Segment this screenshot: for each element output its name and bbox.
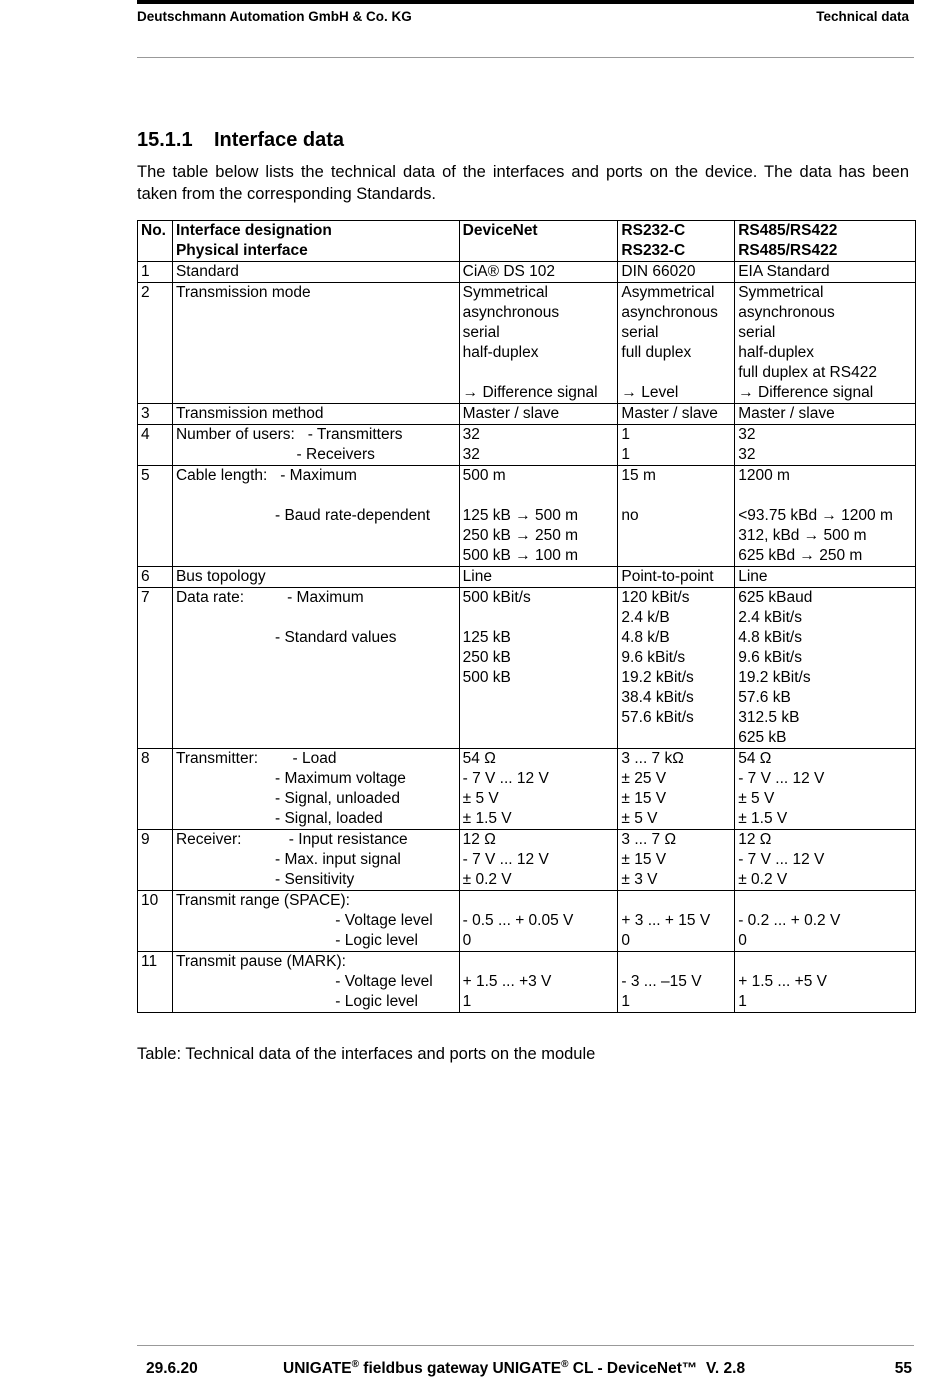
cell-rs232-line: 120 kBit/s <box>621 589 690 606</box>
header-rs232-line-1: RS232-C <box>621 222 686 239</box>
cell-rs485-line: 625 kBaud <box>738 589 813 606</box>
cell-label <box>172 283 459 404</box>
row-number: 5 <box>138 466 173 567</box>
table-row <box>138 891 916 952</box>
cell-rs485-line: 9.6 kBit/s <box>738 649 802 666</box>
cell-devicenet-line: 54 Ω <box>462 750 496 767</box>
cell-rs232-line: 38.4 kBit/s <box>621 689 694 706</box>
footer-divider <box>137 1345 914 1346</box>
cell-label <box>172 567 459 588</box>
cell-label-line: Data rate: - Maximum <box>175 589 364 606</box>
cell-rs232-line: 9.6 kBit/s <box>621 649 686 666</box>
cell-devicenet-line: → Difference signal <box>462 384 598 401</box>
cell-rs232-line: - 3 ... –15 V <box>621 973 702 990</box>
header-rs485-line-1: RS485/RS422 <box>738 222 838 239</box>
cell-rs485-line: 625 kB <box>738 729 787 746</box>
cell-rs485 <box>735 404 916 425</box>
section-number: 15.1.1 <box>137 129 193 151</box>
cell-rs485-line: 2.4 kBit/s <box>738 609 802 626</box>
cell-devicenet <box>459 283 618 404</box>
intro-paragraph: The table below lists the technical data of the interfaces and ports on the device. The data has been taken from the corresponding Standards. <box>137 163 909 203</box>
cell-label <box>172 830 459 891</box>
footer-page-number: 55 <box>894 1360 912 1377</box>
header-rs232 <box>618 221 735 262</box>
cell-rs232 <box>618 466 735 567</box>
cell-rs232 <box>618 567 735 588</box>
cell-rs232-line: 0 <box>621 932 631 949</box>
cell-rs485-line <box>738 891 912 911</box>
cell-rs232 <box>618 425 735 466</box>
cell-rs485-line: 32 <box>738 446 756 463</box>
header-designation-line-2: Physical interface <box>175 242 308 259</box>
cell-label-line: Standard <box>175 263 239 280</box>
table-row <box>138 830 916 891</box>
cell-rs232 <box>618 891 735 952</box>
cell-devicenet-line: - 7 V ... 12 V <box>462 851 549 868</box>
cell-rs232-line: ± 5 V <box>621 810 658 827</box>
cell-rs485 <box>735 425 916 466</box>
cell-rs485-line: 312.5 kB <box>738 709 800 726</box>
cell-devicenet-line: 500 kB <box>462 669 511 686</box>
cell-label <box>172 466 459 567</box>
cell-rs232-line: 1 <box>621 446 631 463</box>
cell-rs485 <box>735 567 916 588</box>
cell-devicenet-line: 32 <box>462 446 480 463</box>
cell-rs485-line: Line <box>738 568 768 585</box>
table-header-row <box>138 221 916 262</box>
cell-devicenet-line: ± 0.2 V <box>462 871 512 888</box>
cell-rs485-line: asynchronous <box>738 304 835 321</box>
header-devicenet-line-1: DeviceNet <box>462 222 538 239</box>
cell-devicenet-line: serial <box>462 324 500 341</box>
cell-label <box>172 425 459 466</box>
cell-devicenet-line: asynchronous <box>462 304 560 321</box>
cell-devicenet-line: + 1.5 ... +3 V <box>462 973 552 990</box>
cell-devicenet-line <box>463 363 615 383</box>
cell-label <box>172 262 459 283</box>
cell-rs485 <box>735 283 916 404</box>
cell-rs485 <box>735 588 916 749</box>
cell-rs232-line: Point-to-point <box>621 568 714 585</box>
cell-rs232-line: ± 25 V <box>621 770 667 787</box>
cell-rs485-line: EIA Standard <box>738 263 830 280</box>
row-number: 11 <box>138 952 173 1013</box>
cell-rs485-line: - 7 V ... 12 V <box>738 770 825 787</box>
header-devicenet-line-2 <box>463 241 615 261</box>
cell-rs485-line: Master / slave <box>738 405 835 422</box>
cell-rs232-line: ± 15 V <box>621 790 667 807</box>
cell-label-line: - Standard values <box>175 629 397 646</box>
cell-devicenet-line: 500 kBit/s <box>462 589 531 606</box>
row-number: 9 <box>138 830 173 891</box>
cell-rs485 <box>735 952 916 1013</box>
cell-devicenet-line <box>463 891 615 911</box>
cell-devicenet-line: Master / slave <box>462 405 560 422</box>
cell-devicenet-line: Line <box>462 568 492 585</box>
cell-label-line: Transmit pause (MARK): <box>175 953 346 970</box>
cell-rs485-line: 1200 m <box>738 467 790 484</box>
header-designation <box>172 221 459 262</box>
cell-label-line: Cable length: - Maximum <box>175 467 357 484</box>
cell-label-line: Transmission method <box>175 405 324 422</box>
cell-rs485-line: Symmetrical <box>738 284 824 301</box>
cell-devicenet-line: 0 <box>462 932 472 949</box>
table-row <box>138 262 916 283</box>
cell-devicenet-line: 32 <box>462 426 480 443</box>
cell-devicenet-line: 500 kB → 100 m <box>462 547 579 564</box>
table-row <box>138 588 916 749</box>
header-rs485-line-2: RS485/RS422 <box>738 242 838 259</box>
cell-rs485-line: ± 5 V <box>738 790 775 807</box>
cell-rs485-line <box>738 486 912 506</box>
cell-rs485-line <box>738 952 912 972</box>
cell-label-line: Bus topology <box>175 568 266 585</box>
cell-rs485 <box>735 466 916 567</box>
cell-label-line: Receiver: - Input resistance <box>175 831 408 848</box>
cell-rs232 <box>618 952 735 1013</box>
cell-rs485-line: ± 0.2 V <box>738 871 788 888</box>
cell-rs232-line: 2.4 k/B <box>621 609 670 626</box>
cell-rs485-line: 1 <box>738 993 747 1010</box>
table-row <box>138 952 916 1013</box>
cell-rs232 <box>618 262 735 283</box>
cell-rs232-line: DIN 66020 <box>621 263 696 280</box>
cell-label-line: - Sensitivity <box>175 871 355 888</box>
cell-label <box>172 588 459 749</box>
cell-label-line: - Voltage level <box>175 973 433 990</box>
cell-devicenet-line: half-duplex <box>462 344 539 361</box>
cell-rs232-line: full duplex <box>621 344 692 361</box>
cell-rs232-line: 1 <box>621 993 631 1010</box>
cell-devicenet <box>459 404 618 425</box>
cell-rs485 <box>735 891 916 952</box>
cell-devicenet-line: - 7 V ... 12 V <box>462 770 549 787</box>
header-divider <box>137 57 914 58</box>
cell-devicenet-line: 12 Ω <box>462 831 496 848</box>
header-no: No. <box>138 221 173 262</box>
cell-rs485-line: 4.8 kBit/s <box>738 629 802 646</box>
cell-label-line: - Receivers <box>175 446 375 463</box>
cell-label <box>172 891 459 952</box>
cell-rs232-line: 15 m <box>621 467 656 484</box>
cell-rs232-line: → Level <box>621 384 679 401</box>
cell-rs232-line: ± 15 V <box>621 851 667 868</box>
header-rs485 <box>735 221 916 262</box>
cell-label-line: - Maximum voltage <box>175 770 406 787</box>
cell-label-line: Transmission mode <box>175 284 311 301</box>
cell-rs485-line: 312, kBd → 500 m <box>738 527 867 544</box>
table-row <box>138 567 916 588</box>
cell-devicenet <box>459 466 618 567</box>
cell-rs232-line: ± 3 V <box>621 871 658 888</box>
table-row <box>138 466 916 567</box>
cell-rs232-line <box>621 363 731 383</box>
table-row <box>138 425 916 466</box>
cell-devicenet-line: ± 1.5 V <box>462 810 512 827</box>
cell-rs232 <box>618 830 735 891</box>
cell-devicenet-line: 1 <box>462 993 472 1010</box>
cell-rs232-line <box>621 891 731 911</box>
cell-devicenet <box>459 891 618 952</box>
cell-rs485 <box>735 262 916 283</box>
cell-devicenet-line: CiA® DS 102 <box>462 263 556 280</box>
cell-rs232-line: asynchronous <box>621 304 718 321</box>
table-caption: Table: Technical data of the interfaces and ports on the module <box>137 1045 596 1063</box>
cell-devicenet-line: - 0.5 ... + 0.05 V <box>462 912 574 929</box>
cell-rs232-line: 3 ... 7 kΩ <box>621 750 684 767</box>
footer-title: UNIGATE® fieldbus gateway UNIGATE® CL - DeviceNet™ V. 2.8 <box>283 1358 746 1377</box>
row-number: 7 <box>138 588 173 749</box>
cell-label-line: - Signal, unloaded <box>175 790 400 807</box>
header-company: Deutschmann Automation GmbH & Co. KG <box>137 9 412 24</box>
header-rs232-line-2: RS232-C <box>621 242 686 259</box>
cell-rs485-line: serial <box>738 324 776 341</box>
cell-rs232-line: 1 <box>621 426 631 443</box>
cell-label-line: - Max. input signal <box>175 851 401 868</box>
cell-devicenet <box>459 425 618 466</box>
cell-devicenet-line: 125 kB → 500 m <box>462 507 579 524</box>
cell-rs485-line: 12 Ω <box>738 831 772 848</box>
cell-rs232-line: 19.2 kBit/s <box>621 669 694 686</box>
cell-devicenet-line <box>463 486 615 506</box>
cell-label-line: - Voltage level <box>175 912 433 929</box>
cell-label-line: Transmit range (SPACE): <box>175 892 350 909</box>
cell-rs485-line: 625 kBd → 250 m <box>738 547 863 564</box>
cell-rs485-line: 54 Ω <box>738 750 772 767</box>
cell-rs232-line: Master / slave <box>621 405 718 422</box>
header-section: Technical data <box>816 9 909 24</box>
row-number: 6 <box>138 567 173 588</box>
row-number: 1 <box>138 262 173 283</box>
row-number: 4 <box>138 425 173 466</box>
cell-label-line: - Logic level <box>175 993 418 1010</box>
table-row <box>138 283 916 404</box>
cell-rs485-line: - 0.2 ... + 0.2 V <box>738 912 841 929</box>
cell-rs232 <box>618 588 735 749</box>
section-heading <box>137 129 344 152</box>
cell-devicenet-line <box>463 952 615 972</box>
cell-label <box>172 952 459 1013</box>
cell-label <box>172 749 459 830</box>
cell-label-line: - Logic level <box>175 932 418 949</box>
header-top-rule <box>137 0 914 4</box>
cell-rs485-line: 19.2 kBit/s <box>738 669 811 686</box>
cell-label-line: - Signal, loaded <box>175 810 383 827</box>
cell-devicenet <box>459 952 618 1013</box>
header-devicenet <box>459 221 618 262</box>
cell-devicenet-line: ± 5 V <box>462 790 499 807</box>
cell-rs485-line: + 1.5 ... +5 V <box>738 973 827 990</box>
cell-devicenet-line <box>463 608 615 628</box>
cell-label <box>172 404 459 425</box>
cell-rs232-line: Asymmetrical <box>621 284 715 301</box>
cell-rs485-line: 57.6 kB <box>738 689 791 706</box>
cell-label-line: Number of users: - Transmitters <box>175 426 403 443</box>
cell-devicenet-line: 125 kB <box>462 629 511 646</box>
cell-label-line: - Baud rate-dependent <box>175 507 431 524</box>
table-row <box>138 749 916 830</box>
cell-rs232-line: 4.8 k/B <box>621 629 670 646</box>
cell-rs485-line: half-duplex <box>738 344 815 361</box>
cell-rs485-line: <93.75 kBd → 1200 m <box>738 507 893 524</box>
row-number: 10 <box>138 891 173 952</box>
cell-rs485-line: full duplex at RS422 <box>738 364 877 381</box>
row-number: 8 <box>138 749 173 830</box>
footer-date: 29.6.20 <box>146 1360 198 1377</box>
cell-devicenet <box>459 262 618 283</box>
cell-rs485-line: - 7 V ... 12 V <box>738 851 825 868</box>
cell-devicenet <box>459 749 618 830</box>
cell-rs232-line: 57.6 kBit/s <box>621 709 694 726</box>
cell-devicenet <box>459 830 618 891</box>
cell-rs485-line: 32 <box>738 426 756 443</box>
cell-rs232 <box>618 404 735 425</box>
cell-rs232-line: no <box>621 507 639 524</box>
row-number: 2 <box>138 283 173 404</box>
header-designation-line-1: Interface designation <box>175 222 332 239</box>
cell-label-line <box>176 608 456 628</box>
cell-rs232 <box>618 749 735 830</box>
cell-devicenet-line: Symmetrical <box>462 284 548 301</box>
cell-devicenet-line: 250 kB <box>462 649 511 666</box>
row-number: 3 <box>138 404 173 425</box>
cell-label-line: Transmitter: - Load <box>175 750 337 767</box>
cell-rs485-line: → Difference signal <box>738 384 874 401</box>
cell-rs485-line: 0 <box>738 932 747 949</box>
cell-rs485 <box>735 830 916 891</box>
cell-devicenet <box>459 567 618 588</box>
cell-devicenet <box>459 588 618 749</box>
cell-rs485-line: ± 1.5 V <box>738 810 788 827</box>
cell-rs232 <box>618 283 735 404</box>
table-row <box>138 404 916 425</box>
interface-data-table <box>137 220 916 1013</box>
cell-rs232-line: 3 ... 7 Ω <box>621 831 677 848</box>
cell-rs485 <box>735 749 916 830</box>
cell-rs232-line <box>621 952 731 972</box>
cell-rs232-line: + 3 ... + 15 V <box>621 912 711 929</box>
cell-devicenet-line: 500 m <box>462 467 506 484</box>
section-title: Interface data <box>214 129 345 151</box>
cell-rs232-line: serial <box>621 324 659 341</box>
cell-devicenet-line: 250 kB → 250 m <box>462 527 579 544</box>
cell-rs232-line <box>621 486 731 506</box>
cell-label-line <box>176 486 456 506</box>
